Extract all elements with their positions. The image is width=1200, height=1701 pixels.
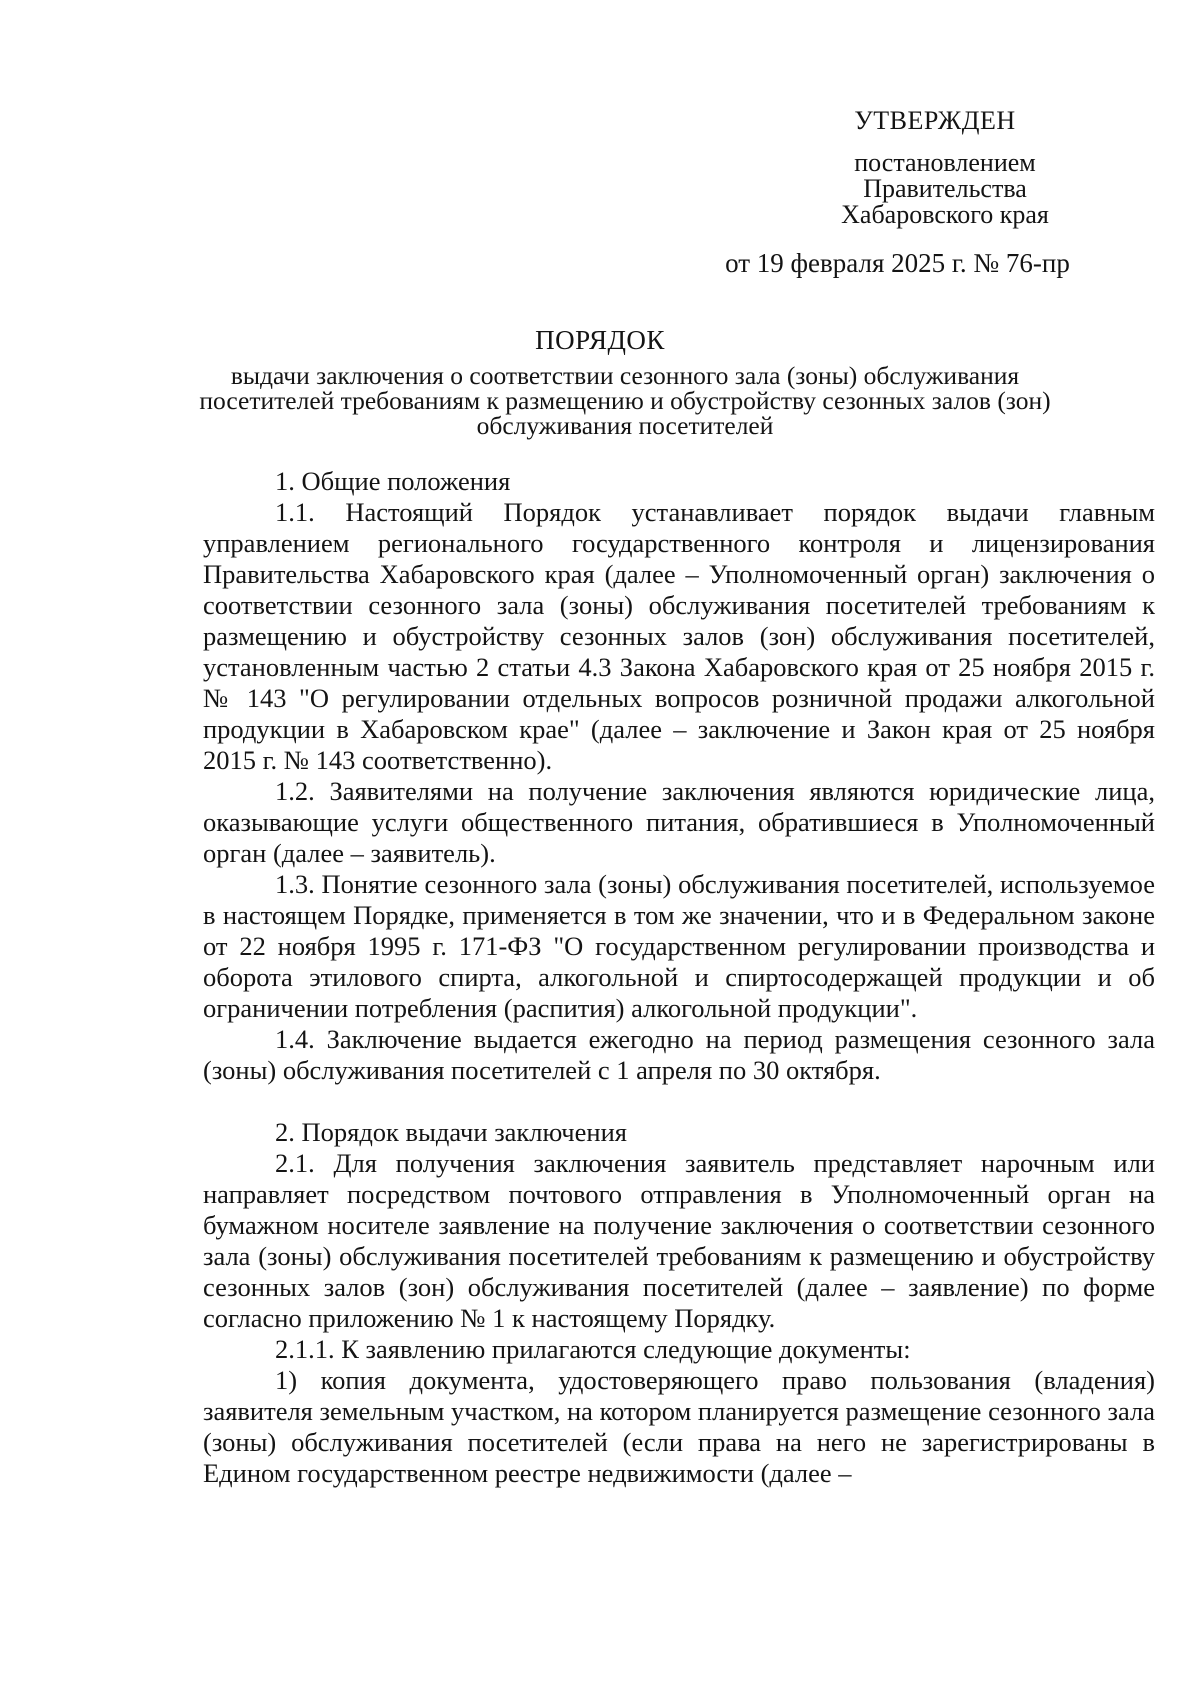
paragraph-1-2: 1.2. Заявителями на получение заключения являются юридические лица, оказывающие услуги общественного питания, обратившиеся в Уполномоченный орган (далее – заявитель). [203, 776, 1155, 868]
paragraph-1-4: 1.4. Заключение выдается ежегодно на период размещения сезонного зала (зоны) обслуживания посетителей с 1 апреля по 30 октября. [203, 1024, 1155, 1085]
approval-line-3: Хабаровского края [841, 200, 1049, 229]
paragraph-1-1: 1.1. Настоящий Порядок устанавливает порядок выдачи главным управлением регионального государственного контроля и лицензирования Правительства Хабаровского края (далее – Уполномоченный орган) заключения о соответствии сезонного зала (зоны) обслуживания посетителей требованиям к размещению и обустройству сезонных залов (зон) обслуживания посетителей, установленным частью 2 статьи 4.3 Закона Хабаровского края от 25 ноября 2015 г. № 143 "О регулировании отдельных вопросов розничной продажи алкогольной продукции в Хабаровском крае" (далее – заключение и Закон края от 25 ноября 2015 г. № 143 соответственно). [203, 497, 1155, 775]
section-1-heading: 1. Общие положения [275, 466, 511, 496]
approval-stamp [725, 106, 1110, 278]
approval-title: УТВЕРЖДЕН [854, 106, 1016, 135]
section-2-heading: 2. Порядок выдачи заключения [275, 1117, 627, 1147]
paragraph-2-1-1: 2.1.1. К заявлению прилагаются следующие документы: [275, 1334, 911, 1364]
document-subtitle: выдачи заключения о соответствии сезонного зала (зоны) обслуживания посетителей требованиям к размещению и обустройству сезонных залов (зон) обслуживания посетителей [199, 361, 1051, 440]
paragraph-1-3: 1.3. Понятие сезонного зала (зоны) обслуживания посетителей, используемое в настоящем Порядке, применяется в том же значении, что и в Федеральном законе от 22 ноября 1995 г. 171-ФЗ "О государственном регулировании производства и оборота этилового спирта, алкогольной и спиртосодержащей продукции и об ограничении потребления (распития) алкогольной продукции". [203, 869, 1155, 1023]
list-item-1: 1) копия документа, удостоверяющего право пользования (владения) заявителя земельным участком, на котором планируется размещение сезонного зала (зоны) обслуживания посетителей (если права на него не зарегистрированы в Едином государственном реестре недвижимости (далее – [203, 1365, 1155, 1488]
approval-date: от 19 февраля 2025 г. № 76-пр [725, 248, 1070, 278]
approval-line-1: постановлением [854, 148, 1036, 177]
document-body [203, 466, 1155, 1489]
document-title: ПОРЯДОК [535, 325, 665, 355]
approval-line-2: Правительства [863, 174, 1027, 203]
paragraph-2-1: 2.1. Для получения заключения заявитель представляет нарочным или направляет посредством почтового отправления в Уполномоченный орган на бумажном носителе заявление на получение заключения о соответствии сезонного зала (зоны) обслуживания посетителей требованиям к размещению и обустройству сезонных залов (зон) обслуживания посетителей (далее – заявление) по форме согласно приложению № 1 к настоящему Порядку. [203, 1148, 1155, 1333]
